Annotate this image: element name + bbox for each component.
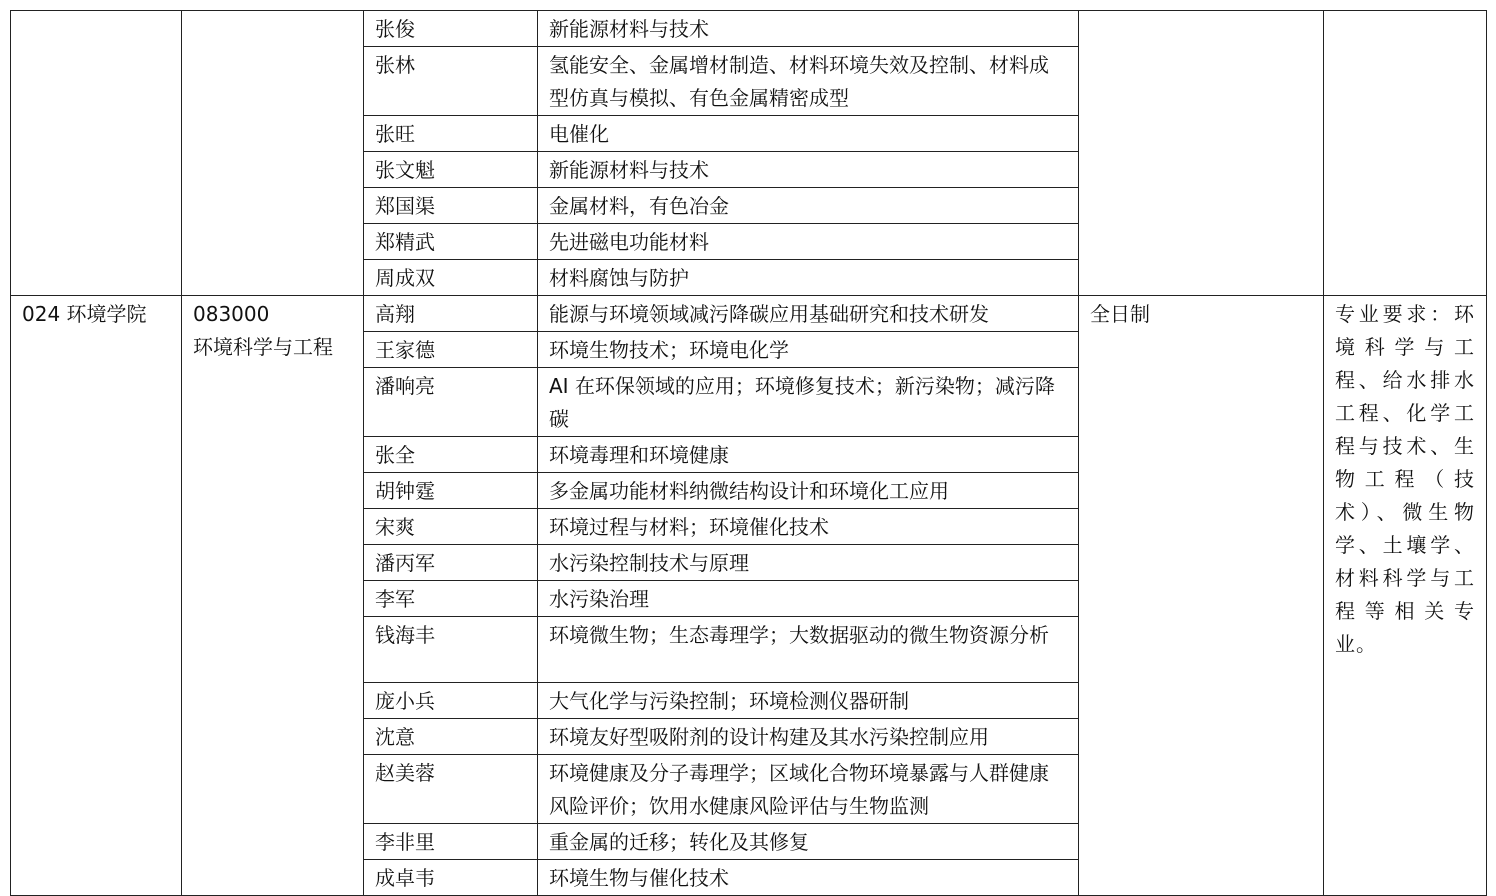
supervisor-name: 王家德 xyxy=(364,332,538,368)
table-row xyxy=(11,296,1487,332)
research-direction: 新能源材料与技术 xyxy=(538,11,1079,47)
supervisor-name: 庞小兵 xyxy=(364,683,538,719)
prev-major-cell xyxy=(182,11,364,296)
prev-study-mode-cell xyxy=(1079,11,1324,296)
supervisor-name: 张林 xyxy=(364,47,538,116)
research-direction: 电催化 xyxy=(538,116,1079,152)
research-direction: 金属材料，有色冶金 xyxy=(538,188,1079,224)
supervisor-name: 成卓韦 xyxy=(364,860,538,896)
supervisor-name: 高翔 xyxy=(364,296,538,332)
supervisor-name: 宋爽 xyxy=(364,509,538,545)
research-direction: 大气化学与污染控制；环境检测仪器研制 xyxy=(538,683,1079,719)
research-direction: 水污染治理 xyxy=(538,581,1079,617)
prev-department-cell xyxy=(11,11,182,296)
research-direction: 环境毒理和环境健康 xyxy=(538,437,1079,473)
supervisor-name: 郑国渠 xyxy=(364,188,538,224)
research-direction: 环境友好型吸附剂的设计构建及其水污染控制应用 xyxy=(538,719,1079,755)
department-cell: 024 环境学院 xyxy=(11,296,182,896)
research-direction: 环境健康及分子毒理学；区域化合物环境暴露与人群健康风险评价；饮用水健康风险评估与生物监测 xyxy=(538,755,1079,824)
major-cell xyxy=(182,296,364,896)
research-direction: 能源与环境领域减污降碳应用基础研究和技术研发 xyxy=(538,296,1079,332)
supervisor-name: 张俊 xyxy=(364,11,538,47)
supervisor-name: 胡钟霆 xyxy=(364,473,538,509)
table-body xyxy=(11,11,1487,896)
major-name: 环境科学与工程 xyxy=(193,335,333,359)
research-direction: 重金属的迁移；转化及其修复 xyxy=(538,824,1079,860)
supervisor-name: 潘丙军 xyxy=(364,545,538,581)
research-direction: 先进磁电功能材料 xyxy=(538,224,1079,260)
research-direction: 环境过程与材料；环境催化技术 xyxy=(538,509,1079,545)
research-direction: 环境生物与催化技术 xyxy=(538,860,1079,896)
research-direction: 材料腐蚀与防护 xyxy=(538,260,1079,296)
supervisor-name: 周成双 xyxy=(364,260,538,296)
research-direction: 新能源材料与技术 xyxy=(538,152,1079,188)
supervisor-name: 李军 xyxy=(364,581,538,617)
supervisor-name: 赵美蓉 xyxy=(364,755,538,824)
supervisor-name: 钱海丰 xyxy=(364,617,538,683)
supervisor-name: 潘响亮 xyxy=(364,368,538,437)
research-direction: 氢能安全、金属增材制造、材料环境失效及控制、材料成型仿真与模拟、有色金属精密成型 xyxy=(538,47,1079,116)
supervisor-name: 张全 xyxy=(364,437,538,473)
study-mode-cell: 全日制 xyxy=(1079,296,1324,896)
table-row xyxy=(11,11,1487,47)
supervisor-name: 张旺 xyxy=(364,116,538,152)
research-direction: AI 在环保领域的应用；环境修复技术；新污染物；减污降碳 xyxy=(538,368,1079,437)
prev-requirements-cell xyxy=(1324,11,1487,296)
enrollment-table xyxy=(10,10,1487,896)
supervisor-name: 沈意 xyxy=(364,719,538,755)
research-direction: 环境生物技术；环境电化学 xyxy=(538,332,1079,368)
research-direction: 环境微生物；生态毒理学；大数据驱动的微生物资源分析 xyxy=(538,617,1079,683)
supervisor-name: 李非里 xyxy=(364,824,538,860)
supervisor-name: 郑精武 xyxy=(364,224,538,260)
supervisor-name: 张文魁 xyxy=(364,152,538,188)
requirements-cell: 专业要求：环境科学与工程、给水排水工程、化学工程与技术、生物工程（技术）、微生物学、土壤学、材料科学与工程等相关专业。 xyxy=(1324,296,1487,896)
major-code: 083000 xyxy=(193,302,270,326)
research-direction: 水污染控制技术与原理 xyxy=(538,545,1079,581)
research-direction: 多金属功能材料纳微结构设计和环境化工应用 xyxy=(538,473,1079,509)
